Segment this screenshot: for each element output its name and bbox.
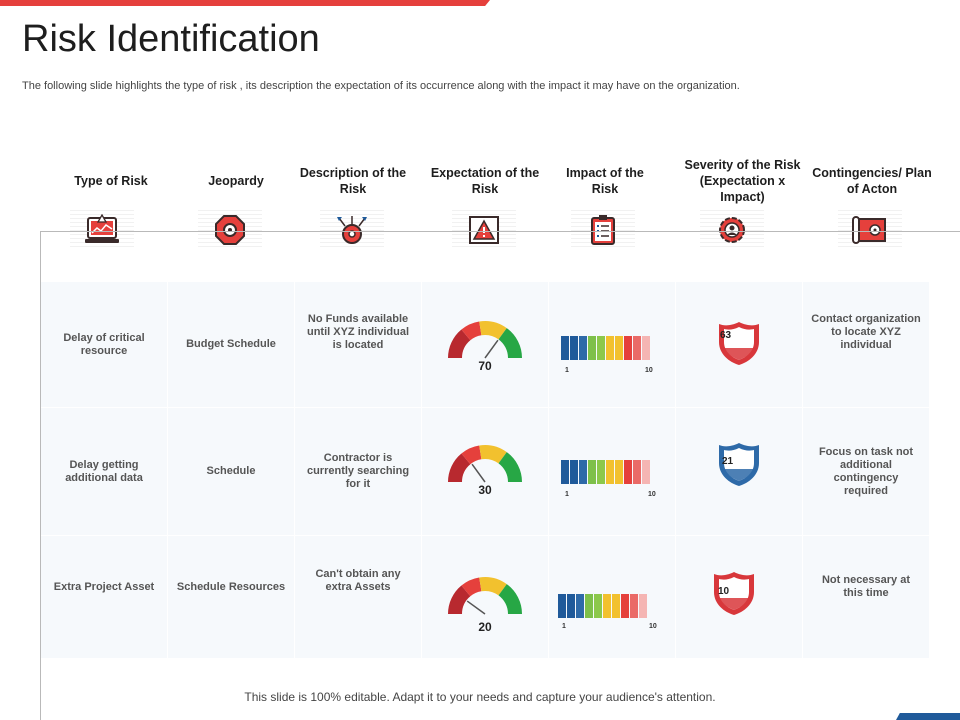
cell-jeopardy: Schedule: [168, 408, 294, 535]
cell-jeopardy: Schedule Resources: [168, 536, 294, 658]
col-head-jeopardy: Jeopardy: [208, 174, 264, 188]
footer-note: This slide is 100% editable. Adapt it to your needs and capture your audience's attention.: [244, 690, 716, 704]
gear-arrows-icon: [320, 210, 384, 250]
impact-bar-segment: [579, 336, 587, 360]
cell-type: Delay getting additional data: [41, 408, 167, 535]
impact-bar-segment: [633, 460, 641, 484]
impact-bar-segment: [624, 460, 632, 484]
page-title: Risk Identification: [22, 18, 320, 60]
severity-value: 21: [722, 456, 734, 467]
impact-bar-segment: [633, 336, 641, 360]
impact-bar-segment: [624, 336, 632, 360]
impact-bar-segment: [615, 336, 623, 360]
laptop-alert-icon: [70, 210, 134, 250]
cell-contingency: Not necessary at this time: [803, 536, 929, 658]
impact-bar-segment: [642, 460, 650, 484]
impact-bar-segment: [576, 594, 584, 618]
impact-max-label: 10: [649, 623, 657, 630]
col-head-expectation: Expectation of the Risk: [430, 166, 540, 196]
impact-bar-segment: [570, 460, 578, 484]
impact-bar-segment: [639, 594, 647, 618]
impact-bar: [561, 336, 651, 360]
impact-bar: [561, 460, 651, 484]
impact-bar-segment: [606, 336, 614, 360]
impact-bar-segment: [612, 594, 620, 618]
corner-accent-bar: [896, 713, 960, 720]
impact-bar-segment: [630, 594, 638, 618]
cell-impact: [549, 282, 675, 407]
impact-bar-segment: [579, 460, 587, 484]
impact-bar-segment: [621, 594, 629, 618]
gear-person-icon: [700, 210, 764, 250]
page-subtitle: The following slide highlights the type of risk , its description the expectation of its occurrence along with the impact it may have on the organization.: [22, 80, 740, 92]
cell-impact: [549, 536, 675, 658]
impact-bar-segment: [594, 594, 602, 618]
impact-bar-segment: [585, 594, 593, 618]
cell-expectation: [422, 536, 548, 658]
severity-value: 63: [720, 330, 732, 341]
gauge-icon: [445, 442, 525, 486]
cell-jeopardy: Budget Schedule: [168, 282, 294, 407]
cell-contingency: Contact organization to locate XYZ individual: [803, 282, 929, 407]
table-row: [41, 408, 928, 535]
impact-bar-segment: [558, 594, 566, 618]
impact-bar-segment: [588, 460, 596, 484]
clipboard-checklist-icon: [571, 210, 635, 250]
impact-min-label: 1: [562, 623, 566, 630]
impact-bar-segment: [642, 336, 650, 360]
impact-max-label: 10: [648, 491, 656, 498]
warning-triangle-icon: [452, 210, 516, 250]
table-top-rule: [40, 231, 960, 232]
impact-bar: [558, 594, 648, 618]
impact-bar-segment: [606, 460, 614, 484]
impact-bar-segment: [561, 336, 569, 360]
cell-impact: [549, 408, 675, 535]
impact-min-label: 1: [565, 367, 569, 374]
cell-expectation: [422, 282, 548, 407]
cell-severity: [676, 536, 802, 658]
cell-expectation: [422, 408, 548, 535]
cell-severity: [676, 408, 802, 535]
col-head-description: Description of the Risk: [299, 166, 407, 196]
cell-description: Can't obtain any extra Assets: [295, 536, 421, 658]
cell-description: No Funds available until XYZ individual is located: [295, 282, 421, 407]
shield-icon: [716, 320, 762, 366]
cell-contingency: Focus on task not additional contingency required: [803, 408, 929, 535]
impact-bar-segment: [597, 460, 605, 484]
expectation-value: 30: [478, 483, 492, 497]
col-head-impact: Impact of the Risk: [566, 166, 644, 196]
severity-value: 10: [718, 586, 730, 597]
impact-bar-segment: [570, 336, 578, 360]
impact-bar-segment: [597, 336, 605, 360]
cell-severity: [676, 282, 802, 407]
cell-type: Delay of critical resource: [41, 282, 167, 407]
impact-min-label: 1: [565, 491, 569, 498]
col-head-severity: Severity of the Risk (Expectation x Impact): [684, 158, 801, 204]
gauge-icon: [445, 574, 525, 618]
blueprint-plan-icon: [838, 210, 902, 250]
impact-bar-segment: [561, 460, 569, 484]
expectation-value: 70: [478, 359, 492, 373]
table-row: [41, 282, 928, 407]
table-row: [41, 536, 928, 658]
cell-description: Contractor is currently searching for it: [295, 408, 421, 535]
impact-bar-segment: [603, 594, 611, 618]
expectation-value: 20: [478, 620, 492, 634]
impact-bar-segment: [567, 594, 575, 618]
top-accent-bar: [0, 0, 490, 6]
cell-type: Extra Project Asset: [41, 536, 167, 658]
gauge-icon: [445, 318, 525, 362]
col-head-contingency: Contingencies/ Plan of Acton: [812, 166, 932, 196]
target-badge-icon: [198, 210, 262, 250]
impact-bar-segment: [615, 460, 623, 484]
col-head-type: Type of Risk: [74, 174, 148, 188]
impact-max-label: 10: [645, 367, 653, 374]
impact-bar-segment: [588, 336, 596, 360]
